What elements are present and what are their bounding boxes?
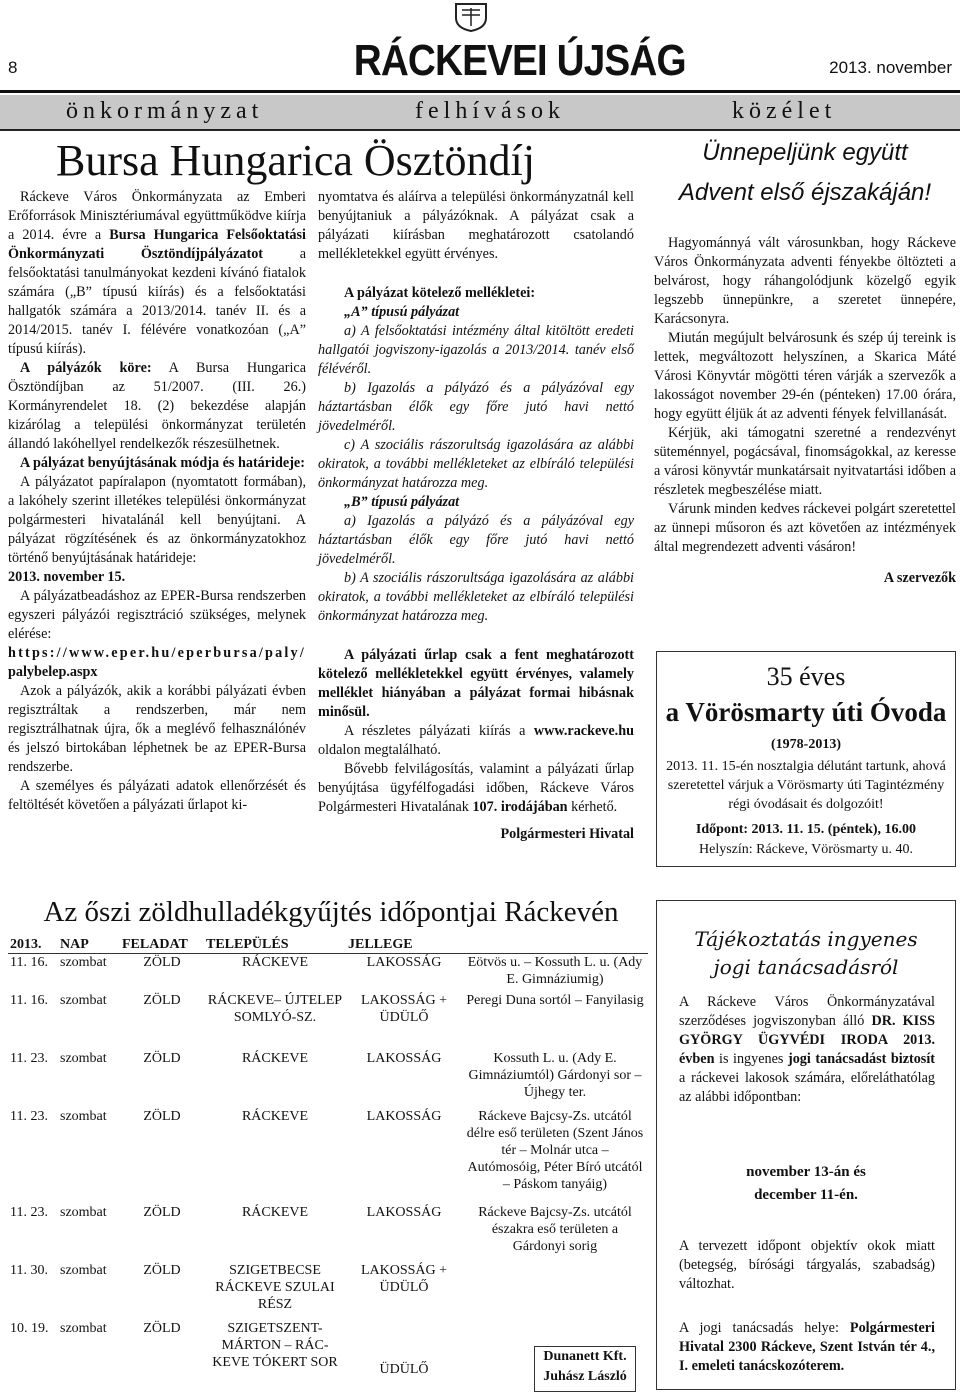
table-row bbox=[8, 1050, 648, 1108]
row-day: szombat bbox=[60, 1050, 107, 1066]
col-header-place: TELEPÜLÉS bbox=[204, 936, 346, 954]
row-task: ZÖLD bbox=[143, 1204, 181, 1220]
advent-paragraph-4: Várunk minden kedves ráckevei polgárt szeretettel az ünnepi műsoron és azt követően az intézmények által megrendezett adventi vásáron! bbox=[654, 501, 956, 555]
legal-place: A jogi tanácsadás helye: Polgármesteri Hivatal 2300 Ráckeve, Szent István tér 4., I. emeleti tanácskozóterem. bbox=[679, 1320, 935, 1374]
bursa-article-title: Bursa Hungarica Ösztöndíj bbox=[56, 136, 535, 185]
advent-body bbox=[654, 234, 956, 588]
type-a-item-a: a) A felsőoktatási intézmény által kitöltött eredeti hallgatói jogviszony-igazolás a 2013/2014. tanév első félévéről. bbox=[318, 323, 634, 377]
bursa-eligibility: A pályázók köre: A Bursa Hungarica Ösztöndíjban az 51/2007. (III. 26.) Kormányrendelet 18. (2) bekezdése alapján kizárólag a települési önkormányzat területén állandó lakóhellyel rendelkezők részesülhetnek. bbox=[8, 360, 306, 452]
issue-date: 2013. november bbox=[829, 58, 952, 77]
row-place: RÁCKEVE bbox=[241, 955, 309, 970]
row-area: Kossuth L. u. (Ady E. Gimnáziumtól) Gárdonyi sor – Újhegy ter. bbox=[468, 1050, 642, 1100]
row-task: ZÖLD bbox=[143, 1050, 181, 1066]
row-date: 11. 23. bbox=[10, 1108, 48, 1124]
legal-body: A Ráckeve Város Önkormányzatával szerződéses jogviszonyban álló DR. KISS GYÖRGY ÜGYVÉDI IRODA 2013. évben is ingyenes jogi tanácsadást biztosít a ráckevei lakosok számára, előreláthatólag az alábbi időpontban: bbox=[679, 994, 935, 1105]
row-place: RÁCKEVE bbox=[241, 1108, 309, 1124]
legal-date-1: november 13-án és bbox=[746, 1164, 866, 1180]
bursa-submission-heading: A pályázat benyújtásának módja és határideje: bbox=[20, 455, 305, 471]
row-type: LAKOSSÁG bbox=[366, 1050, 442, 1066]
rackeve-link[interactable]: www.rackeve.hu bbox=[533, 723, 634, 739]
legal-note: A tervezett időpont objektív okok miatt (betegség, bírósági tárgyalás, szabadság) változhat. bbox=[679, 1238, 935, 1292]
bursa-submission-cont: nyomtatva és aláírva a települési önkormányzatnál kell benyújtaniuk a pályázóknak. A pályázat csak a pályázati kiírásban meghatározott csatolandó mellékletekkel együtt érvényes. bbox=[318, 189, 634, 262]
kindergarten-years: (1978-2013) bbox=[771, 737, 841, 752]
row-day: szombat bbox=[60, 1204, 107, 1220]
bursa-column-1 bbox=[8, 188, 306, 815]
advent-title-line-2: Advent első éjszakáján! bbox=[678, 179, 932, 206]
advent-paragraph-2: Miután megújult belvárosunk és szép új tereink is lettek, megváltozott helyszínen, a Skarica Máté Városi Könyvtár mögötti téren várják a szervezők a lakosságot november 29-én (pénteken) 17.00 órára, hogy együtt éljük át az adventi fények felvillanását. bbox=[654, 330, 956, 422]
type-a-item-b: b) Igazolás a pályázó és a pályázóval egy háztartásban élők egy főre jutó havi nettó jövedelméről. bbox=[318, 380, 634, 434]
legal-title-line-1: Tájékoztatás ingyenes bbox=[694, 927, 918, 951]
kindergarten-name: a Vörösmarty úti Óvoda bbox=[665, 697, 947, 727]
bursa-deadline: 2013. november 15. bbox=[8, 569, 126, 585]
bursa-column-2 bbox=[318, 188, 634, 844]
legal-date-2: december 11-én. bbox=[754, 1187, 858, 1203]
col-header-year: 2013. bbox=[8, 936, 58, 954]
row-place: RÁCKEVE bbox=[241, 1204, 309, 1220]
waste-signature-person: Juhász László bbox=[543, 1369, 627, 1384]
section-label-felhivasok: felhívások bbox=[415, 98, 565, 124]
bursa-upload-text: A személyes és pályázati adatok ellenőrzését és feltöltését követően a pályázati űrlapot ki- bbox=[8, 778, 306, 813]
type-b-item-b: b) A szociális rászorultsága igazolására az alábbi okiratok, a további mellékleteket az elbíráló települési önkormányzat határozza meg. bbox=[318, 570, 634, 624]
legal-title-line-2: jogi tanácsadásról bbox=[713, 955, 899, 979]
row-place: RÁCKEVE bbox=[241, 1050, 309, 1066]
advent-signature: A szervezők bbox=[883, 570, 956, 586]
row-task: ZÖLD bbox=[143, 1320, 181, 1336]
legal-title bbox=[657, 925, 955, 981]
attachments-heading: A pályázat kötelező mellékletei: bbox=[344, 285, 536, 301]
row-place: SZIGETSZENT-MÁRTON – RÁC-KEVE TÓKERT SOR bbox=[212, 1320, 338, 1370]
header-rule bbox=[0, 90, 960, 93]
row-type: LAKOSSÁG bbox=[366, 1204, 442, 1220]
advent-paragraph-1: Hagyománnyá vált városunkban, hogy Ráckeve Város Önkormányzata adventi fényekbe öltözteti a belvárost, hogy ráhangolódjunk közelgő egyik legszebb ünnepünkre, a szeretet ünnepére, Karácsonyra. bbox=[654, 235, 956, 327]
row-type: LAKOSSÁG + ÜDÜLŐ bbox=[360, 992, 448, 1025]
row-type: ÜDÜLŐ bbox=[379, 1361, 429, 1377]
masthead bbox=[336, 20, 686, 92]
type-b-heading: „B” típusú pályázat bbox=[344, 494, 460, 510]
eper-url-link[interactable]: https://www.eper.hu/eperbursa/paly/ bbox=[8, 645, 306, 661]
waste-signature-box bbox=[534, 1346, 636, 1392]
row-task: ZÖLD bbox=[143, 1108, 181, 1124]
row-area bbox=[462, 1262, 648, 1320]
table-row bbox=[8, 1262, 648, 1320]
row-date: 11. 16. bbox=[10, 992, 48, 1008]
type-a-item-c: c) A szociális rászorultság igazolására az alábbi okiratok, a további mellékleteket az elbíráló települési önkormányzat határozza meg. bbox=[318, 437, 634, 491]
type-b-item-a: a) Igazolás a pályázó és a pályázóval egy háztartásban élők egy főre jutó havi nettó jövedelméről. bbox=[318, 513, 634, 567]
bursa-signature: Polgármesteri Hivatal bbox=[500, 826, 634, 842]
table-row bbox=[8, 992, 648, 1050]
eper-url-link-cont[interactable]: palybelep.aspx bbox=[8, 664, 98, 680]
row-date: 11. 16. bbox=[10, 955, 48, 970]
advent-paragraph-3: Kérjük, aki támogatni szeretné a rendezvényt süteménnyel, pogácsával, finomságokkal, az keresse a városi könyvtár munkatársait nyitvatartási időben a részletek megbeszélése miatt. bbox=[654, 425, 956, 498]
table-row bbox=[8, 1108, 648, 1204]
row-date: 11. 23. bbox=[10, 1204, 48, 1220]
row-area: Eötvös u. – Kossuth L. u. (Ady E. Gimnáziumig) bbox=[467, 955, 643, 987]
row-day: szombat bbox=[60, 1108, 107, 1124]
page-number: 8 bbox=[8, 58, 18, 77]
table-row bbox=[8, 1204, 648, 1262]
bursa-intro: Ráckeve Város Önkormányzata az Emberi Erőforrások Minisztériumával együttműködve kiírja a 2014. évre a Bursa Hungarica Felsőoktatási Önkormányzati Ösztöndíjpályázatot a felsőoktatási tanulmányokat kezdeni kívánó fiatalok számára („B” típusú kiírás) és a felsőoktatási hallgatók számára a 2013/2014. tanév II. és a 2014/2015. tanév I. félévére vonatkozóan („A” típusú kiírás). bbox=[8, 189, 306, 357]
advent-title bbox=[652, 133, 958, 213]
table-row bbox=[8, 954, 648, 992]
row-type: LAKOSSÁG + ÜDÜLŐ bbox=[360, 1262, 448, 1295]
kindergarten-text: 2013. 11. 15-én nosztalgia délutánt tartunk, ahová szeretettel várjuk a Vörösmarty úti Tagintézmény régi óvodásait és dolgozóit! bbox=[666, 759, 946, 812]
bursa-warning: A pályázati űrlap csak a fent meghatározott kötelező mellékletekkel együtt érvényes, valamely melléklet hiányában a pályázat formai hibásnak minősül. bbox=[318, 647, 634, 720]
bursa-registration: A pályázatbeadáshoz az EPER-Bursa rendszerben egyszeri pályázói regisztráció szükséges, melynek elérése: bbox=[8, 588, 306, 642]
bursa-returning-applicants: Azok a pályázók, akik a korábbi pályázati évben regisztráltak a rendszerben, már nem regisztrálhatnak újra, ők a meglévő felhasználónév és jelszó birtokában léphetnek be az EPER-Bursa rendszerbe. bbox=[8, 683, 306, 775]
col-header-type: JELLEGE bbox=[346, 936, 462, 954]
row-date: 11. 30. bbox=[10, 1262, 48, 1278]
legal-advice-box bbox=[656, 900, 956, 1390]
kindergarten-anniversary: 35 éves bbox=[766, 662, 846, 691]
row-day: szombat bbox=[60, 955, 107, 970]
row-day: szombat bbox=[60, 1262, 107, 1278]
section-bar bbox=[0, 95, 960, 131]
bursa-submission-text: A pályázatot papíralapon (nyomtatott formában), a lakóhely szerint illetékes települési önkormányzat polgármesteri hivatalánál kell benyújtani. A pályázat rögzítésének és az önkormányzatokhoz történő benyújtásának határideje: bbox=[8, 474, 306, 566]
row-date: 10. 19. bbox=[10, 1320, 49, 1336]
section-label-onkormanyzat: önkormányzat bbox=[66, 98, 264, 124]
advent-title-line-1: Ünnepeljünk együtt bbox=[702, 139, 908, 166]
masthead-title: RÁCKEVEI ÚJSÁG bbox=[353, 36, 686, 85]
bursa-details: A részletes pályázati kiírás a www.rackeve.hu oldalon megtalálható. bbox=[318, 723, 634, 758]
col-header-day: NAP bbox=[58, 936, 120, 954]
bursa-info: Bővebb felvilágosítás, valamint a pályázati űrlap benyújtása ügyfélfogadási időben, Ráckeve Város Polgármesteri Hivatalának 107. irodájában kérhető. bbox=[318, 761, 634, 815]
waste-signature-company: Dunanett Kft. bbox=[543, 1349, 627, 1364]
row-task: ZÖLD bbox=[143, 1262, 181, 1278]
row-task: ZÖLD bbox=[143, 992, 181, 1008]
row-type: LAKOSSÁG bbox=[366, 1108, 442, 1124]
type-a-heading: „A” típusú pályázat bbox=[344, 304, 460, 320]
waste-schedule-table bbox=[8, 936, 648, 1378]
row-place: SZIGETBECSE RÁCKEVE SZULAI RÉSZ bbox=[215, 1262, 335, 1312]
row-area: Ráckeve Bajcsy-Zs. utcától délre eső területen (Szent János tér – Molnár utca – Autómosóig, Péter Bíró utcától – Páskom tanyáig) bbox=[466, 1108, 644, 1192]
row-area: Ráckeve Bajcsy-Zs. utcától északra eső területen a Gárdonyi sorig bbox=[478, 1204, 632, 1254]
row-day: szombat bbox=[60, 992, 107, 1008]
section-label-kozelet: közélet bbox=[732, 98, 837, 124]
row-area: Peregi Duna sortól – Fanyilasig bbox=[466, 992, 644, 1008]
waste-title: Az őszi zöldhulladékgyűjtés időpontjai Ráckevén bbox=[43, 896, 619, 928]
kindergarten-place: Helyszín: Ráckeve, Vörösmarty u. 40. bbox=[699, 842, 913, 857]
table-header-row bbox=[8, 936, 648, 954]
kindergarten-time: Időpont: 2013. 11. 15. (péntek), 16.00 bbox=[695, 822, 917, 837]
row-place: RÁCKEVE– ÚJTELEP SOMLYÓ-SZ. bbox=[207, 992, 343, 1025]
row-day: szombat bbox=[60, 1320, 107, 1336]
kindergarten-box bbox=[656, 651, 956, 867]
legal-dates bbox=[657, 1161, 955, 1207]
row-type: LAKOSSÁG bbox=[366, 955, 442, 970]
col-header-task: FELADAT bbox=[120, 936, 204, 954]
col-header-area bbox=[462, 936, 648, 954]
row-date: 11. 23. bbox=[10, 1050, 48, 1066]
row-task: ZÖLD bbox=[143, 955, 181, 970]
